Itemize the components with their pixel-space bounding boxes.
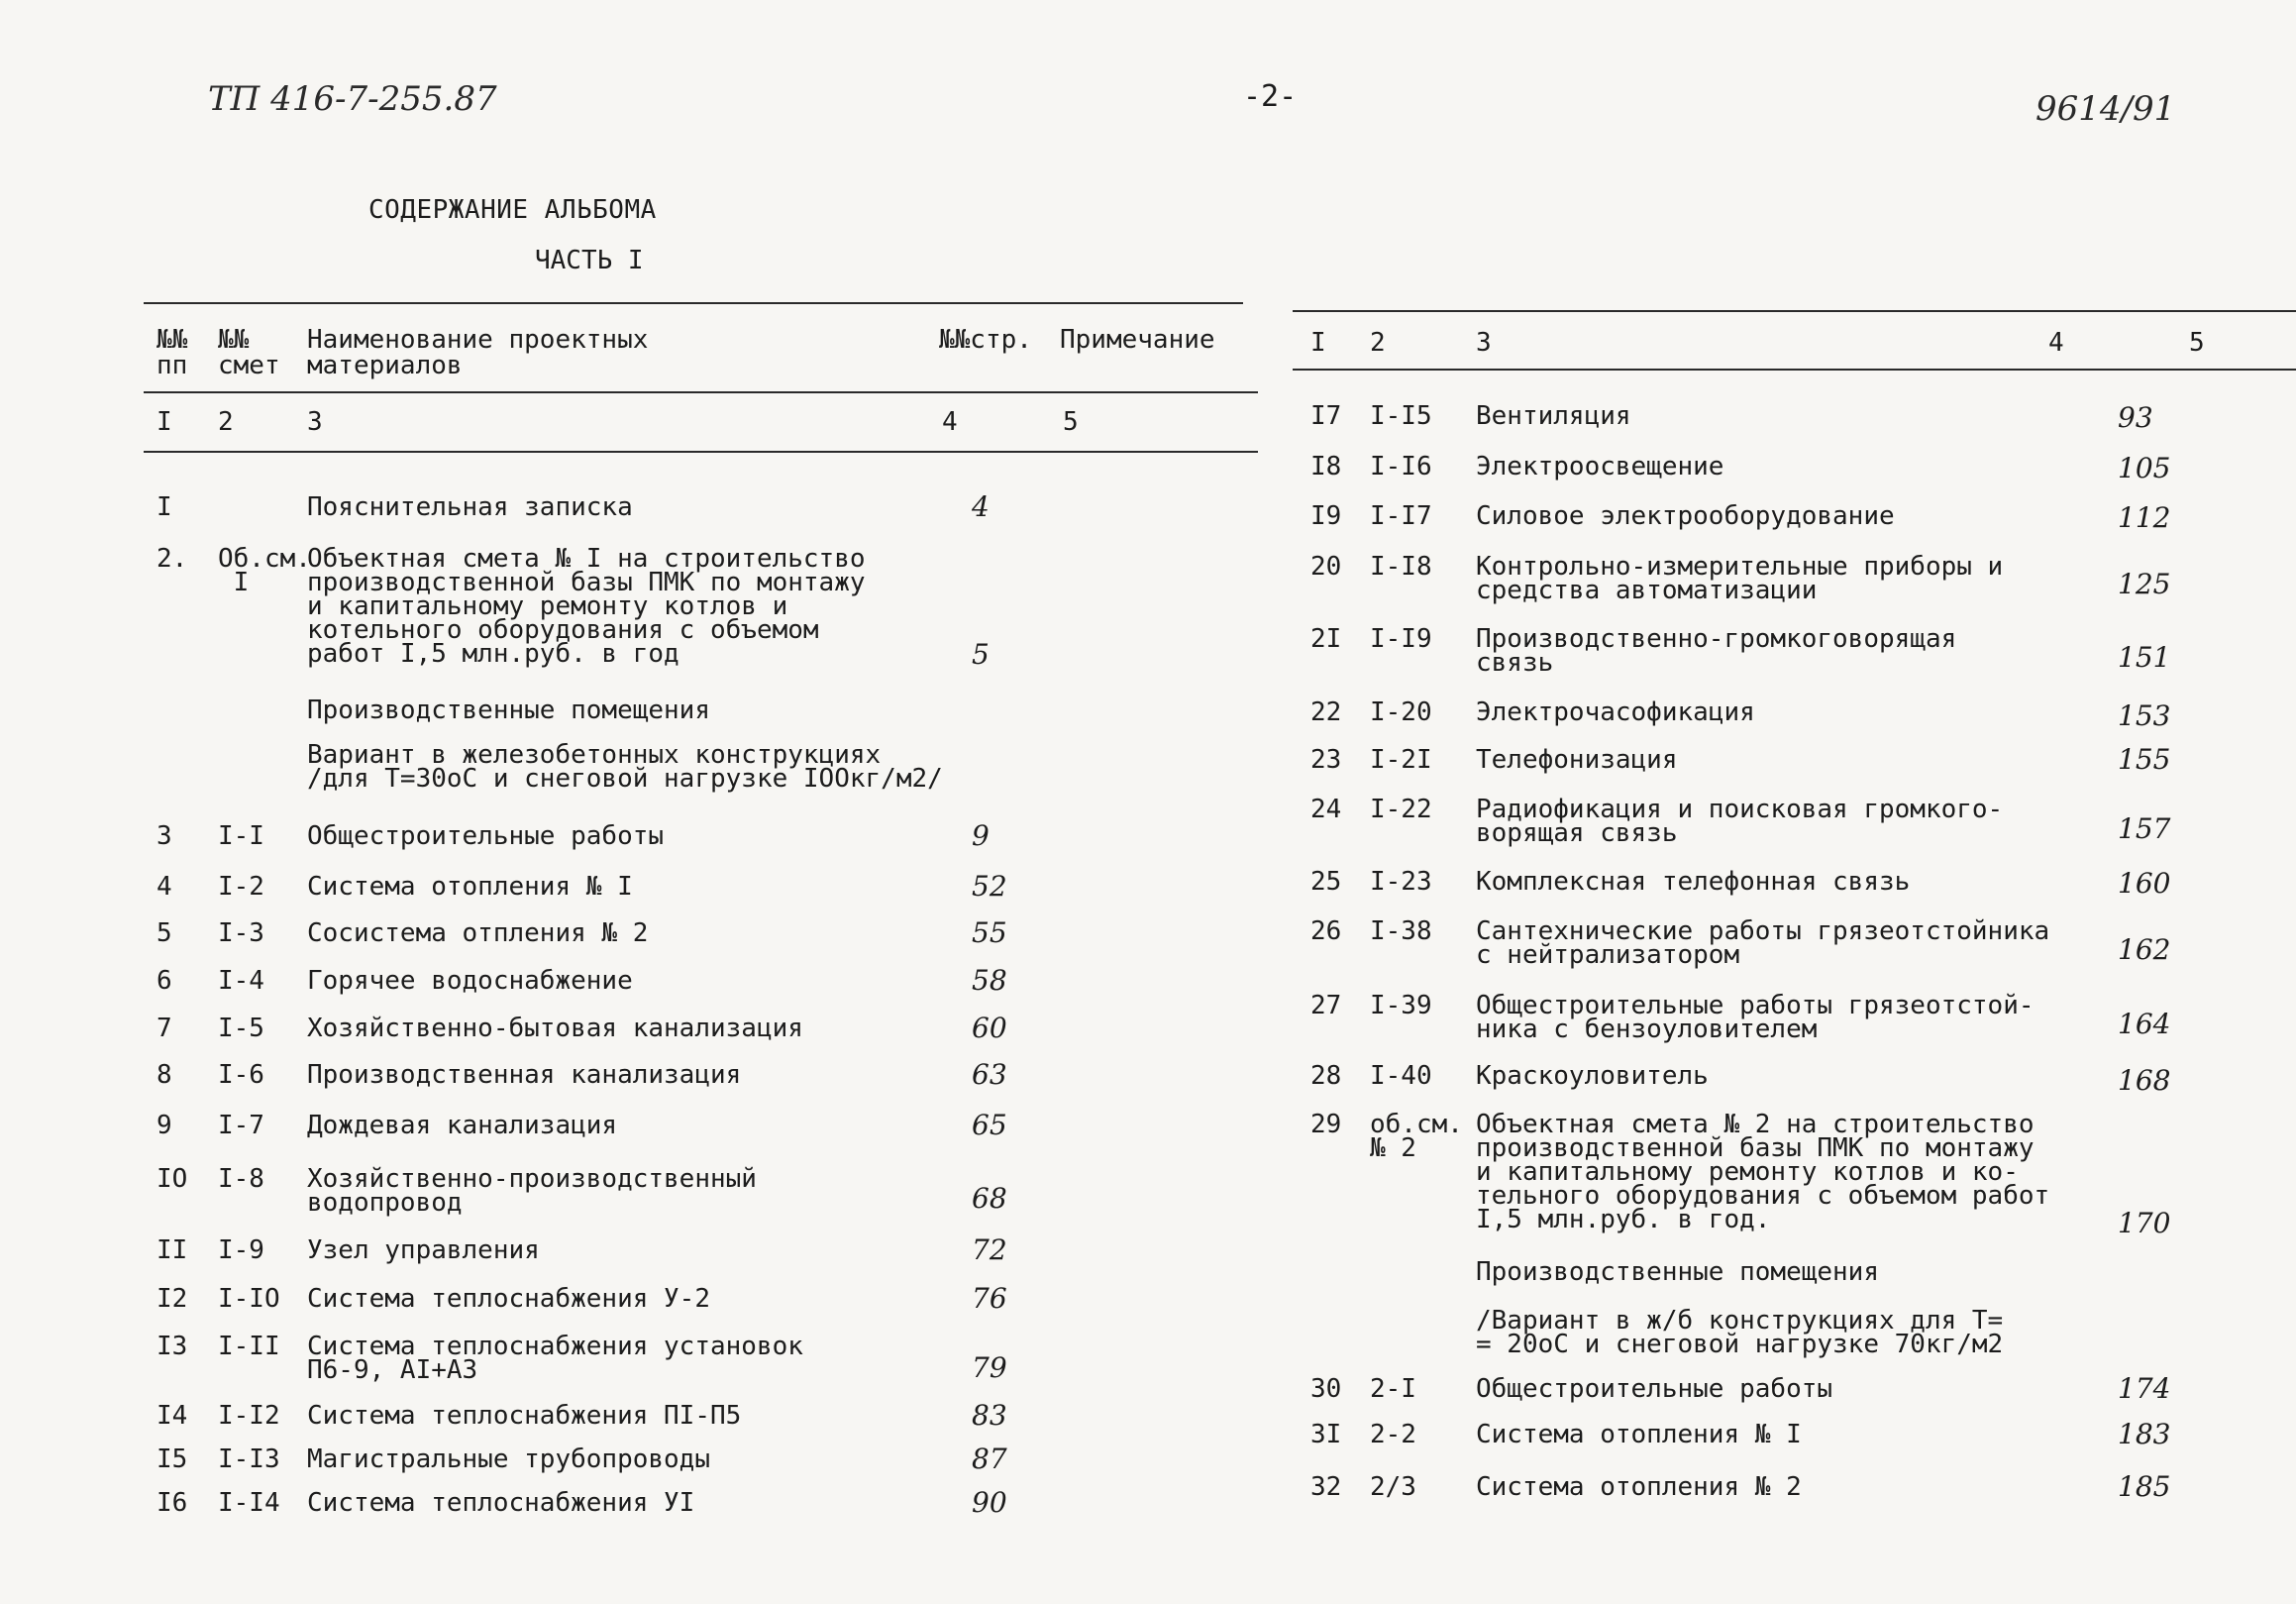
row-number: 2.	[157, 544, 188, 574]
header-page-number: №№стр.	[939, 325, 1032, 355]
material-name: Производственная канализация	[307, 1060, 742, 1090]
page-reference: 105	[2118, 452, 2171, 484]
estimate-number: I-IO	[218, 1284, 280, 1314]
estimate-number: I-4	[218, 966, 264, 996]
estimate-number: I-20	[1370, 697, 1432, 727]
page-reference: 168	[2118, 1064, 2171, 1097]
row-number: 7	[157, 1014, 172, 1043]
material-name: Силовое электрооборудование	[1476, 501, 1895, 531]
column-number: 3	[1476, 328, 1492, 358]
estimate-number: I-9	[218, 1235, 264, 1265]
material-name: Хозяйственно-бытовая канализация	[307, 1014, 803, 1043]
page-reference: 170	[2118, 1207, 2171, 1239]
row-number: 5	[157, 918, 172, 948]
row-number: I9	[1310, 501, 1342, 531]
material-name: Производственные помещения	[1476, 1257, 1879, 1287]
estimate-number: Об.см. I	[218, 544, 311, 597]
row-number: IO	[157, 1164, 188, 1194]
material-name: Вентиляция	[1476, 401, 1631, 431]
material-name: Сантехнические работы грязеотстойника с нейтрализатором	[1476, 916, 2050, 970]
material-name: Производственно-громкоговорящая связь	[1476, 624, 1957, 678]
estimate-number: 2-I	[1370, 1374, 1416, 1404]
material-name: Система теплоснабжения установок П6-9, АI+А3	[307, 1332, 803, 1385]
material-name: Телефонизация	[1476, 745, 1678, 775]
estimate-number: I-2I	[1370, 745, 1432, 775]
row-number: 27	[1310, 991, 1342, 1020]
row-number: 20	[1310, 552, 1342, 582]
document-code: ТП 416-7-255.87	[208, 79, 497, 119]
column-number: 4	[2048, 328, 2064, 358]
row-number: 25	[1310, 867, 1342, 897]
estimate-number: I-I2	[218, 1401, 280, 1431]
row-number: I7	[1310, 401, 1342, 431]
page-reference: 68	[972, 1182, 1007, 1215]
row-number: 4	[157, 872, 172, 902]
page-reference: 58	[972, 964, 1007, 997]
row-number: 23	[1310, 745, 1342, 775]
material-name: Объектная смета № 2 на строительство производственной базы ПМК по монтажу и капитальному ремонту котлов и ко- тельного оборудования с объемом работ I,5 млн.руб. в год.	[1476, 1110, 2050, 1234]
estimate-number: I-I6	[1370, 452, 1432, 481]
material-name: Узел управления	[307, 1235, 540, 1265]
estimate-number: I-II	[218, 1332, 280, 1361]
row-number: I5	[157, 1444, 188, 1474]
material-name: Контрольно-измерительные приборы и средства автоматизации	[1476, 552, 2004, 605]
page-number: -2-	[1243, 79, 1298, 114]
page-reference: 183	[2118, 1418, 2171, 1450]
estimate-number: 2-2	[1370, 1420, 1416, 1449]
material-name: Общестроительные работы	[1476, 1374, 1833, 1404]
material-name: Магистральные трубопроводы	[307, 1444, 710, 1474]
column-number: 3	[307, 407, 323, 437]
estimate-number: I-I9	[1370, 624, 1432, 654]
material-name: Общестроительные работы грязеотстой- ника с бензоуловителем	[1476, 991, 2035, 1044]
page-reference: 52	[972, 870, 1007, 903]
material-name: Вариант в железобетонных конструкциях /для Т=30оС и снеговой нагрузке IOOкг/м2/	[307, 740, 943, 794]
column-number: 5	[2189, 328, 2205, 358]
material-name: Горячее водоснабжение	[307, 966, 633, 996]
estimate-number: I-I	[218, 821, 264, 851]
page-reference: 5	[972, 638, 990, 671]
page-reference: 79	[972, 1351, 1007, 1384]
estimate-number: I-3	[218, 918, 264, 948]
column-number: I	[1310, 328, 1326, 358]
page-reference: 63	[972, 1058, 1007, 1091]
page-reference: 160	[2118, 867, 2171, 900]
page-reference: 125	[2118, 568, 2171, 600]
page-reference: 185	[2118, 1470, 2171, 1503]
material-name: Общестроительные работы	[307, 821, 665, 851]
left-contents-table	[157, 0, 1256, 1604]
estimate-number: I-7	[218, 1111, 264, 1140]
material-name: Система отопления № I	[307, 872, 633, 902]
page-reference: 153	[2118, 699, 2171, 732]
row-number: I8	[1310, 452, 1342, 481]
material-name: Система отопления № I	[1476, 1420, 1802, 1449]
right-contents-table	[1310, 0, 2296, 1604]
page-reference: 83	[972, 1399, 1007, 1432]
inventory-number: 9614/91	[2035, 89, 2176, 129]
row-number: I6	[157, 1488, 188, 1518]
row-number: I3	[157, 1332, 188, 1361]
page-reference: 87	[972, 1443, 1007, 1475]
estimate-number: I-40	[1370, 1061, 1432, 1091]
estimate-number: I-5	[218, 1014, 264, 1043]
material-name: Хозяйственно-производственный водопровод	[307, 1164, 757, 1218]
material-name: Объектная смета № I на строительство производственной базы ПМК по монтажу и капитальному ремонту котлов и котельного оборудования с объемом работ I,5 млн.руб. в год	[307, 544, 866, 669]
album-contents-title: СОДЕРЖАНИЕ АЛЬБОМА	[368, 195, 657, 225]
row-number: 6	[157, 966, 172, 996]
page-reference: 90	[972, 1486, 1007, 1519]
row-number: 30	[1310, 1374, 1342, 1404]
estimate-number: I-23	[1370, 867, 1432, 897]
material-name: Краскоуловитель	[1476, 1061, 1709, 1091]
material-name: Дождевая канализация	[307, 1111, 618, 1140]
row-number: I	[157, 492, 172, 522]
column-number: 4	[942, 407, 958, 437]
estimate-number: I-I4	[218, 1488, 280, 1518]
page-reference: 4	[972, 490, 990, 523]
page-reference: 174	[2118, 1372, 2171, 1405]
material-name: Пояснительная записка	[307, 492, 633, 522]
estimate-number: I-8	[218, 1164, 264, 1194]
row-number: 3	[157, 821, 172, 851]
estimate-number: I-I5	[1370, 401, 1432, 431]
estimate-number: I-I3	[218, 1444, 280, 1474]
header-row-number: №№ пп	[157, 325, 188, 380]
row-number: 29	[1310, 1110, 1342, 1139]
material-name: Система отопления № 2	[1476, 1472, 1802, 1502]
material-name: Система теплоснабжения УI	[307, 1488, 695, 1518]
column-number: 5	[1063, 407, 1079, 437]
page-reference: 162	[2118, 933, 2171, 966]
column-number: I	[157, 407, 172, 437]
column-number: 2	[1370, 328, 1386, 358]
row-number: 9	[157, 1111, 172, 1140]
page-reference: 76	[972, 1282, 1007, 1315]
material-name: Электрочасофикация	[1476, 697, 1755, 727]
row-number: 8	[157, 1060, 172, 1090]
page-reference: 164	[2118, 1008, 2171, 1040]
estimate-number: I-2	[218, 872, 264, 902]
page-reference: 55	[972, 916, 1007, 949]
row-number: 22	[1310, 697, 1342, 727]
row-number: 3I	[1310, 1420, 1342, 1449]
material-name: Система теплоснабжения ПI-П5	[307, 1401, 742, 1431]
page-reference: 72	[972, 1233, 1007, 1266]
page-reference: 112	[2118, 501, 2171, 534]
header-note: Примечание	[1060, 325, 1215, 355]
estimate-number: I-22	[1370, 795, 1432, 824]
row-number: I2	[157, 1284, 188, 1314]
row-number: 24	[1310, 795, 1342, 824]
estimate-number: 2/3	[1370, 1472, 1416, 1502]
row-number: 26	[1310, 916, 1342, 946]
page-reference: 157	[2118, 812, 2171, 845]
material-name: Система теплоснабжения У-2	[307, 1284, 710, 1314]
header-material-name: Наименование проектных материалов	[307, 325, 649, 380]
material-name: Производственные помещения	[307, 695, 710, 725]
page-reference: 93	[2118, 401, 2153, 434]
page-reference: 60	[972, 1012, 1007, 1044]
estimate-number: об.см. № 2	[1370, 1110, 1463, 1163]
page-reference: 9	[972, 819, 990, 852]
page-reference: 151	[2118, 641, 2171, 674]
material-name: /Вариант в ж/б конструкциях для Т= = 20оС и снеговой нагрузке 70кг/м2	[1476, 1306, 2004, 1359]
part-title: ЧАСТЬ I	[535, 246, 644, 275]
page-reference: 65	[972, 1109, 1007, 1141]
header-estimate-number: №№ смет	[218, 325, 280, 380]
estimate-number: I-38	[1370, 916, 1432, 946]
page-reference: 155	[2118, 743, 2171, 776]
row-number: II	[157, 1235, 188, 1265]
row-number: 2I	[1310, 624, 1342, 654]
row-number: I4	[157, 1401, 188, 1431]
material-name: Сосистема отпления № 2	[307, 918, 649, 948]
row-number: 32	[1310, 1472, 1342, 1502]
estimate-number: I-I8	[1370, 552, 1432, 582]
column-number: 2	[218, 407, 234, 437]
material-name: Электроосвещение	[1476, 452, 1724, 481]
estimate-number: I-I7	[1370, 501, 1432, 531]
material-name: Радиофикация и поисковая громкого- ворящая связь	[1476, 795, 2004, 848]
row-number: 28	[1310, 1061, 1342, 1091]
material-name: Комплексная телефонная связь	[1476, 867, 1911, 897]
estimate-number: I-39	[1370, 991, 1432, 1020]
estimate-number: I-6	[218, 1060, 264, 1090]
